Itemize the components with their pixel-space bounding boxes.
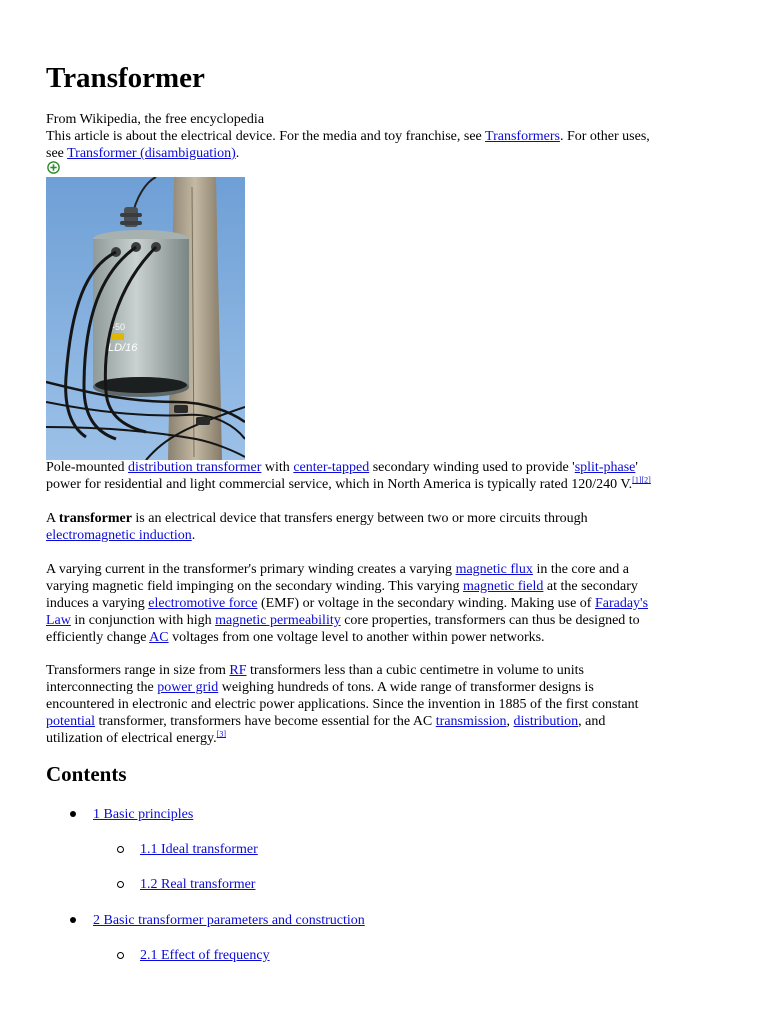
- paragraph-3-line-3: encountered in electronic and electric power applications. Since the invention in 1885 of the first constant: [46, 697, 639, 712]
- link-split-phase[interactable]: split-phase: [574, 460, 636, 475]
- paragraph-2-line-4: Law in conjunction with high magnetic permeability core properties, transformers can thus be designed to: [46, 613, 640, 628]
- paragraph-3-line-4: potential transformer, transformers have become essential for the AC transmission, distribution, and: [46, 714, 606, 729]
- reference-link[interactable]: [1][2]: [632, 475, 651, 485]
- link-magnetic-flux[interactable]: magnetic flux: [455, 562, 533, 577]
- reference-link[interactable]: [3]: [216, 729, 226, 739]
- link-faradays-law[interactable]: Faraday's: [594, 596, 649, 611]
- paragraph-2-line-3: induces a varying electromotive force (EMF) or voltage in the secondary winding. Making use of Faraday's: [46, 596, 649, 611]
- bullet-circle-icon: [117, 846, 124, 853]
- paragraph-2-line-5: efficiently change AC voltages from one voltage level to another within power networks.: [46, 630, 545, 645]
- paragraph-1-line-1: A transformer is an electrical device that transfers energy between two or more circuits through: [46, 511, 588, 526]
- link-magnetic-permeability[interactable]: magnetic permeability: [215, 613, 341, 628]
- link-distribution[interactable]: distribution: [513, 714, 579, 729]
- toc-item-effect-of-frequency[interactable]: 2.1 Effect of frequency: [140, 948, 270, 963]
- link-electromotive-force[interactable]: electromotive force: [148, 596, 258, 611]
- figure-caption-line-1: Pole-mounted distribution transformer with center-tapped secondary winding used to provide 'split-phase': [46, 460, 638, 475]
- figure-caption-line-2: power for residential and light commercial service, which in North America is typically rated 120/240 V.[1][2]: [46, 475, 651, 492]
- link-magnetic-field[interactable]: magnetic field: [462, 579, 544, 594]
- bullet-disc-icon: [70, 917, 76, 923]
- paragraph-3-line-1: Transformers range in size from RF transformers less than a cubic centimetre in volume to units: [46, 663, 584, 678]
- link-transformers[interactable]: Transformers: [485, 129, 560, 144]
- link-center-tapped[interactable]: center-tapped: [293, 460, 370, 475]
- bullet-circle-icon: [117, 881, 124, 888]
- pole-mounted-transformer-photo[interactable]: [46, 177, 245, 460]
- link-potential[interactable]: potential: [46, 714, 95, 729]
- toc-item-basic-principles[interactable]: 1 Basic principles: [93, 807, 194, 822]
- bullet-circle-icon: [117, 952, 124, 959]
- toc-item-real-transformer[interactable]: 1.2 Real transformer: [140, 877, 256, 892]
- tagline: From Wikipedia, the free encyclopedia: [46, 112, 265, 127]
- paragraph-3-line-2: interconnecting the power grid weighing hundreds of tons. A wide range of transformer designs is: [46, 680, 594, 695]
- photo-text-top: -50: [112, 322, 126, 332]
- bullet-disc-icon: [70, 811, 76, 817]
- link-transmission[interactable]: transmission: [435, 714, 507, 729]
- link-faradays-law-cont[interactable]: Law: [46, 613, 71, 628]
- paragraph-3-line-5: utilization of electrical energy.[3]: [46, 729, 226, 746]
- link-power-grid[interactable]: power grid: [157, 680, 219, 695]
- hatnote-line-2: see Transformer (disambiguation).: [46, 146, 240, 161]
- link-ac[interactable]: AC: [149, 630, 169, 645]
- page-title: Transformer: [46, 62, 205, 94]
- link-rf[interactable]: RF: [229, 663, 247, 678]
- expand-plus-icon[interactable]: [47, 161, 60, 174]
- paragraph-2-line-1: A varying current in the transformer's primary winding creates a varying magnetic flux in the core and a: [46, 562, 629, 577]
- photo-text-bottom: LD/16: [108, 342, 138, 354]
- paragraph-1-line-2: electromagnetic induction.: [46, 528, 196, 543]
- link-distribution-transformer[interactable]: distribution transformer: [128, 460, 262, 475]
- toc-item-basic-parameters[interactable]: 2 Basic transformer parameters and construction: [93, 913, 365, 928]
- hatnote-line-1: This article is about the electrical device. For the media and toy franchise, see Transformers. For other uses,: [46, 129, 650, 144]
- contents-heading: Contents: [46, 762, 127, 786]
- toc-item-ideal-transformer[interactable]: 1.1 Ideal transformer: [140, 842, 258, 857]
- link-transformer-disambiguation[interactable]: Transformer (disambiguation): [67, 146, 236, 161]
- paragraph-2-line-2: varying magnetic field impinging on the secondary winding. This varying magnetic field at the secondary: [46, 579, 638, 594]
- link-electromagnetic-induction[interactable]: electromagnetic induction: [46, 528, 192, 543]
